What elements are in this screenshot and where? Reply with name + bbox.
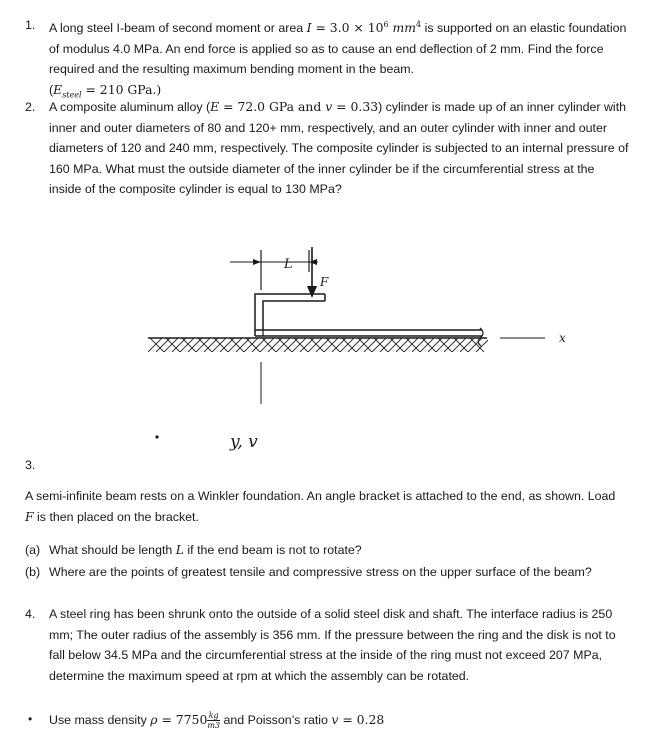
problem-2-number: 2. — [25, 100, 36, 114]
problem-3-text-a: A semi-infinite beam rests on a Winkler foundation. An angle bracket is attached to the end, as shown. Load — [25, 489, 616, 503]
problem-3-number: 3. — [25, 458, 36, 472]
part-b-label: (b) — [25, 565, 41, 579]
problem-4-note — [49, 710, 629, 731]
stray-dot — [155, 435, 158, 438]
second-moment-exponent: 6 — [383, 20, 389, 29]
density-unit-fraction — [207, 711, 220, 730]
label-x: x — [559, 331, 566, 345]
problem-1-text-a: A long steel I-beam of second moment or area — [49, 21, 307, 36]
note-bullet: • — [28, 712, 33, 726]
symbol-L: L — [175, 542, 184, 557]
part-a-label: (a) — [25, 543, 41, 557]
symbol-I: I — [306, 20, 312, 36]
force-arrow-head — [307, 286, 317, 298]
ground-hatching — [148, 338, 490, 352]
problem-3-text — [25, 486, 625, 527]
bracket-inner — [263, 301, 325, 330]
dimension-arrow-left — [253, 259, 261, 265]
part-a-text — [49, 540, 629, 561]
part-b-text: Where are the points of greatest tensile and compressive stress on the upper surface of the beam? — [49, 565, 592, 579]
problem-1-text: A long steel I-beam of second moment or area $I = 3.0 \times 10^6$ $mm^4$ is supported on an elastic foundation of modulus 4.0 MPa. An end force is applied so as to cause an end deflection of 2 mm. Find the force required and the resulting maximum bending moment in the beam. ($E_{steel} = 210$ GPa.) — [49, 20, 627, 100]
steel-subscript: steel — [62, 90, 82, 100]
part-a-text-2: if the end beam is not to rotate? — [183, 543, 362, 557]
problem-1-text-b: is supported on an elastic foundation of modulus 4.0 MPa. An end force is applied so as to cause an end deflection of 2 mm. Find the force required and the resulting maximum bending moment in the beam. — [49, 21, 627, 77]
label-y-v: y, v — [230, 432, 258, 452]
problem-4-text: A steel ring has been shrunk onto the outside of a solid steel disk and shaft. The interface radius is 250 mm; The outer radius of the assembly is 356 mm. If the pressure between the ring and the disk is not to fall below 34.5 MPa and the circumferential stress at the inside of the ring must not exceed 207 MPa, determine the maximum speed at rpm at which the assembly can be rotated. — [49, 607, 616, 683]
label-F: F — [320, 275, 329, 289]
poisson-value: = 0.33 — [332, 99, 379, 114]
symbol-F: F — [25, 508, 34, 524]
problem-2-text-b: ) cylinder is made up of an inner cylinder with inner and outer diameters of 80 and 120+ mm, respectively, and an outer cylinder with inner and outer diameters of 120 and 240 mm, respectively. The composite cylinder is subjected to an internal pressure of 160 MPa. What must the outside diameter of the inner cylinder be if the circumferential stress at the inside of the composite cylinder is equal to 130 MPa? — [49, 100, 629, 197]
density-unit-denominator: m3 — [207, 721, 221, 731]
modulus-value: = 72.0 GPa and — [219, 99, 326, 114]
problem-1-number: 1. — [25, 18, 36, 32]
problem-3-text-b: is then placed on the bracket. — [33, 509, 199, 524]
problem-4-number: 4. — [25, 607, 36, 621]
label-L: L — [284, 257, 293, 272]
symbol-E: E — [210, 99, 220, 114]
symbol-rho: ρ — [150, 712, 158, 727]
second-moment-value: = 3.0 × 10 — [311, 20, 384, 36]
second-moment-unit: mm — [388, 20, 417, 36]
steel-modulus-value: = 210 GPa.) — [81, 81, 162, 97]
note-text-a: Use mass density — [49, 713, 151, 727]
symbol-v: v — [325, 99, 333, 114]
note-text-b: and Poisson’s ratio — [220, 713, 332, 727]
density-unit-numerator: kg — [208, 711, 219, 721]
unit-exponent: 4 — [416, 20, 422, 29]
symbol-nu: v — [331, 712, 339, 727]
poisson-ratio-value: = 0.28 — [338, 712, 385, 727]
symbol-E-steel: E — [53, 81, 63, 97]
problem-2-text-a: A composite aluminum alloy ( — [49, 100, 211, 114]
part-a-text-1: What should be length — [49, 543, 176, 557]
dimension-arrow-right — [309, 259, 317, 265]
density-value: = 7750 — [157, 712, 208, 727]
